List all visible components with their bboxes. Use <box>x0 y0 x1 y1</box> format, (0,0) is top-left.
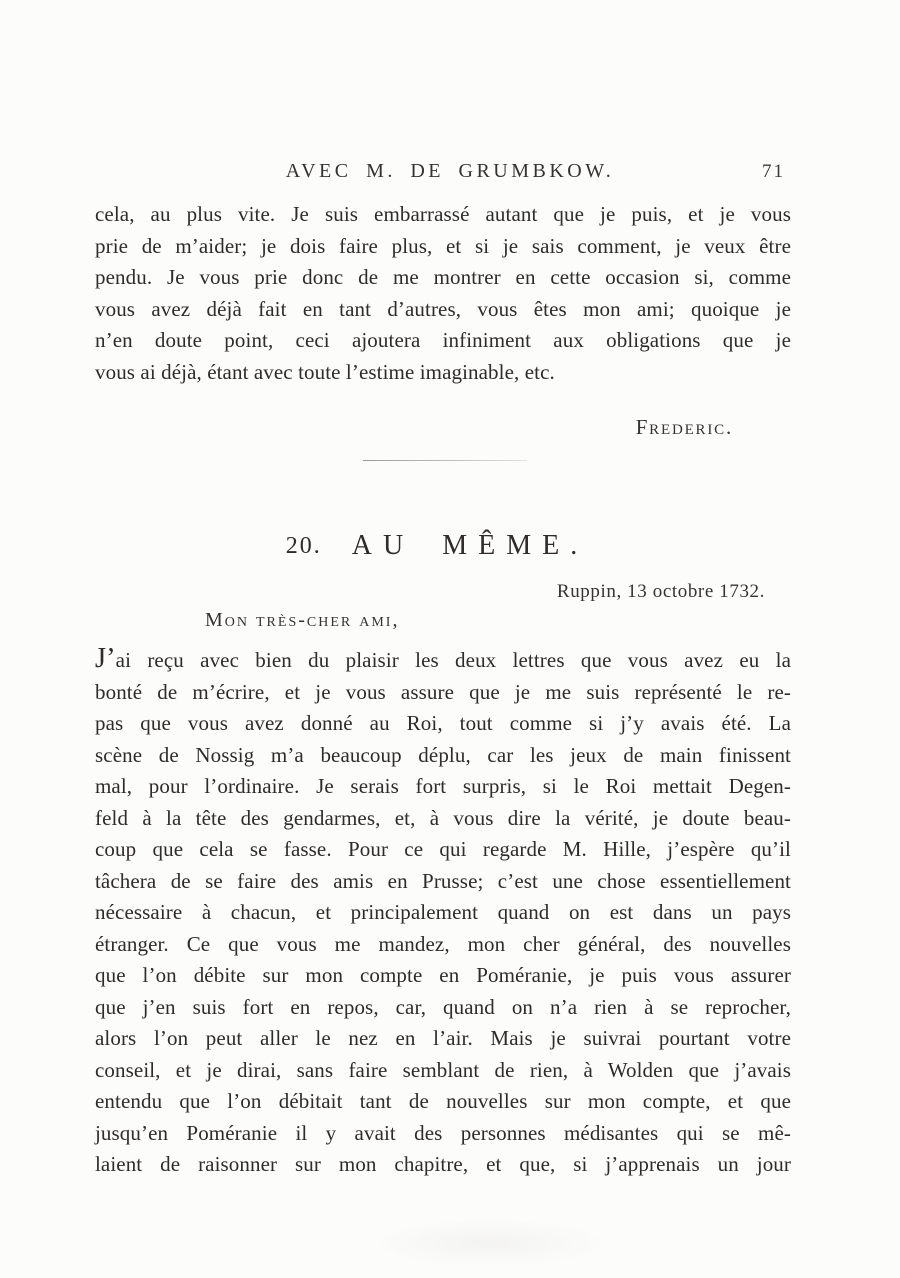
text-line: jusqu’en Poméranie il y avait des personnes médisantes qui se mê- <box>95 1120 791 1145</box>
text-line: alors l’on peut aller le nez en l’air. Mais je suivrai pourtant votre <box>95 1026 791 1050</box>
text-line: conseil, et je dirai, sans faire semblant de rien, à Wolden que j’avais <box>95 1057 791 1082</box>
scan-artifact <box>370 1218 610 1268</box>
letter-title: AU MÊME. <box>351 530 589 561</box>
text-line: J’ai reçu avec bien du plaisir les deux lettres que vous avez eu la <box>95 643 791 674</box>
section-heading <box>0 530 887 562</box>
text-line: bonté de m’écrire, et je vous assure que je me suis représenté le re- <box>95 679 791 704</box>
text-line: mal, pour l’ordinaire. Je serais fort surpris, si le Roi mettait Degen- <box>95 774 791 798</box>
salutation: Mon très-cher ami, <box>205 609 400 631</box>
text-line: cela, au plus vite. Je suis embarrassé autant que je puis, et je vous <box>95 202 791 226</box>
text-line: étranger. Ce que vous me mandez, mon cher général, des nouvelles <box>95 931 791 956</box>
text-line: feld à la tête des gendarmes, et, à vous dire la vérité, je doute beau- <box>95 805 791 830</box>
text-line: scène de Nossig m’a beaucoup déplu, car les jeux de main finissent <box>95 742 791 767</box>
page-number: 71 <box>762 161 785 182</box>
text-line: vous ai déjà, étant avec toute l’estime imaginable, etc. <box>95 359 555 384</box>
dateline: Ruppin, 13 octobre 1732. <box>556 581 765 602</box>
text-line: pas que vous avez donné au Roi, tout comme si j’y avais été. La <box>95 711 791 735</box>
letter-number: 20. <box>285 533 322 559</box>
text-line: prie de m’aider; je dois faire plus, et si je sais comment, je veux être <box>95 233 791 258</box>
running-header: AVEC M. DE GRUMBKOW. <box>285 160 615 182</box>
text-line: laient de raisonner sur mon chapitre, et que, si j’apprenais un jour <box>95 1152 791 1176</box>
signature-frederic: Frederic. <box>635 415 733 439</box>
text-line: entendu que l’on débitait tant de nouvelles sur mon compte, et que <box>95 1089 791 1113</box>
letter-previous-body <box>95 199 791 388</box>
text-line: coup que cela se fasse. Pour ce qui regarde M. Hille, j’espère qu’il <box>95 837 791 861</box>
text-line: tâchera de se faire des amis en Prusse; c’est une chose essentiellement <box>95 868 791 893</box>
text-line: nécessaire à chacun, et principalement quand on est dans un pays <box>95 900 791 924</box>
letter-20-body <box>95 645 791 1181</box>
text-line: que l’on débite sur mon compte en Poméranie, je puis vous assurer <box>95 963 791 987</box>
text-line: que j’en suis fort en repos, car, quand on n’a rien à se reprocher, <box>95 994 791 1019</box>
section-divider-rule <box>363 460 527 461</box>
text-line: n’en doute point, ceci ajoutera infiniment aux obligations que je <box>95 328 791 352</box>
text-line: pendu. Je vous prie donc de me montrer en cette occasion si, comme <box>95 265 791 289</box>
text-line: vous avez déjà fait en tant d’autres, vous êtes mon ami; quoique je <box>95 296 791 321</box>
